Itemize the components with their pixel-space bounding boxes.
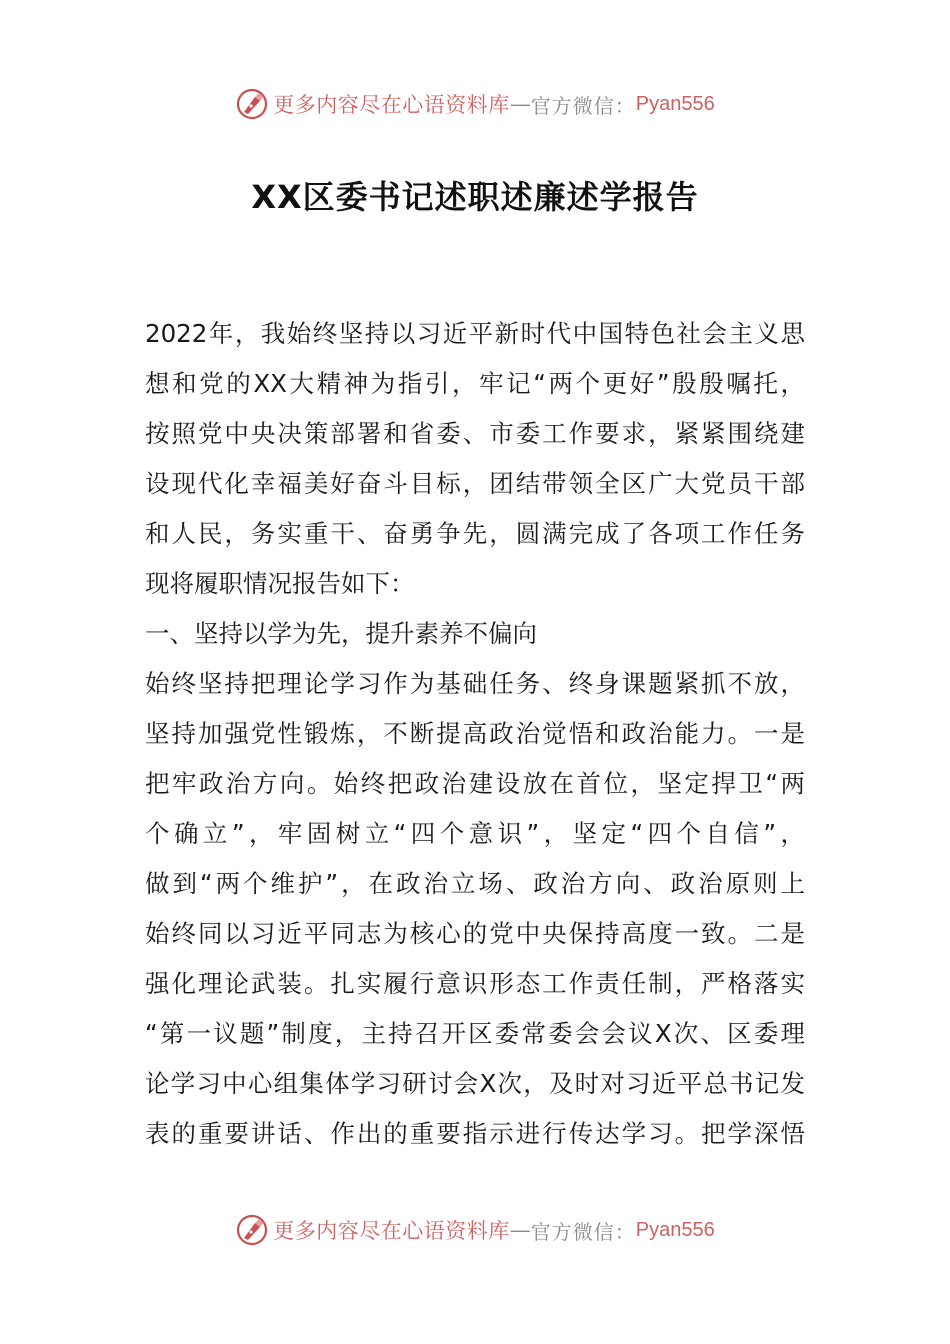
- watermark-banner-bottom: [0, 1210, 950, 1250]
- paragraph-line: 始终坚持把理论学习作为基础任务、终身课题紧抓不放，: [145, 669, 805, 698]
- watermark-dash: —: [509, 92, 531, 116]
- paragraph-line: 想和党的XX大精神为指引，牢记“两个更好”殷殷嘱托，: [145, 369, 805, 398]
- paragraph-line: 表的重要讲话、作出的重要指示进行传达学习。把学深悟: [145, 1119, 805, 1148]
- paragraph-line: 个确立”，牢固树立“四个意识”，坚定“四个自信”，: [145, 819, 805, 848]
- watermark-wechat-id: Pyan556: [635, 92, 715, 115]
- watermark-wechat-id: Pyan556: [635, 1218, 715, 1241]
- paragraph-line: 做到“两个维护”，在政治立场、政治方向、政治原则上: [145, 869, 805, 898]
- document-body: [145, 312, 805, 1162]
- paragraph-line: 设现代化幸福美好奋斗目标，团结带领全区广大党员干部: [145, 469, 805, 498]
- paragraph-line: 按照党中央决策部署和省委、市委工作要求，紧紧围绕建: [145, 419, 805, 448]
- watermark-wechat-label: 官方微信：: [530, 1219, 636, 1244]
- watermark-banner-top: [0, 84, 950, 124]
- paragraph-line: “第一议题”制度，主持召开区委常委会会议X次、区委理: [145, 1019, 805, 1048]
- pen-nib-icon: [235, 87, 269, 121]
- paragraph-line: 坚持加强党性锻炼，不断提高政治觉悟和政治能力。一是: [145, 719, 805, 748]
- document-title: XX区委书记述职述廉述学报告: [251, 178, 699, 216]
- watermark-brand: 更多内容尽在心语资料库: [273, 1219, 510, 1243]
- paragraph-line: 始终同以习近平同志为核心的党中央保持高度一致。二是: [145, 919, 805, 948]
- watermark-dash: —: [509, 1218, 531, 1242]
- paragraph-line: 把牢政治方向。始终把政治建设放在首位，坚定捍卫“两: [145, 769, 805, 798]
- paragraph-line: 论学习中心组集体学习研讨会X次，及时对习近平总书记发: [145, 1069, 805, 1098]
- paragraph-line: 2022年，我始终坚持以习近平新时代中国特色社会主义思: [145, 319, 805, 348]
- section-heading: 一、坚持以学为先，提升素养不偏向: [145, 619, 537, 648]
- watermark-wechat-label: 官方微信：: [530, 93, 636, 118]
- paragraph-line: 强化理论武装。扎实履行意识形态工作责任制，严格落实: [145, 969, 805, 998]
- pen-nib-icon: [235, 1213, 269, 1247]
- watermark-brand: 更多内容尽在心语资料库: [273, 93, 510, 117]
- paragraph-line: 和人民，务实重干、奋勇争先，圆满完成了各项工作任务: [145, 519, 805, 548]
- paragraph-line: 现将履职情况报告如下：: [145, 569, 415, 598]
